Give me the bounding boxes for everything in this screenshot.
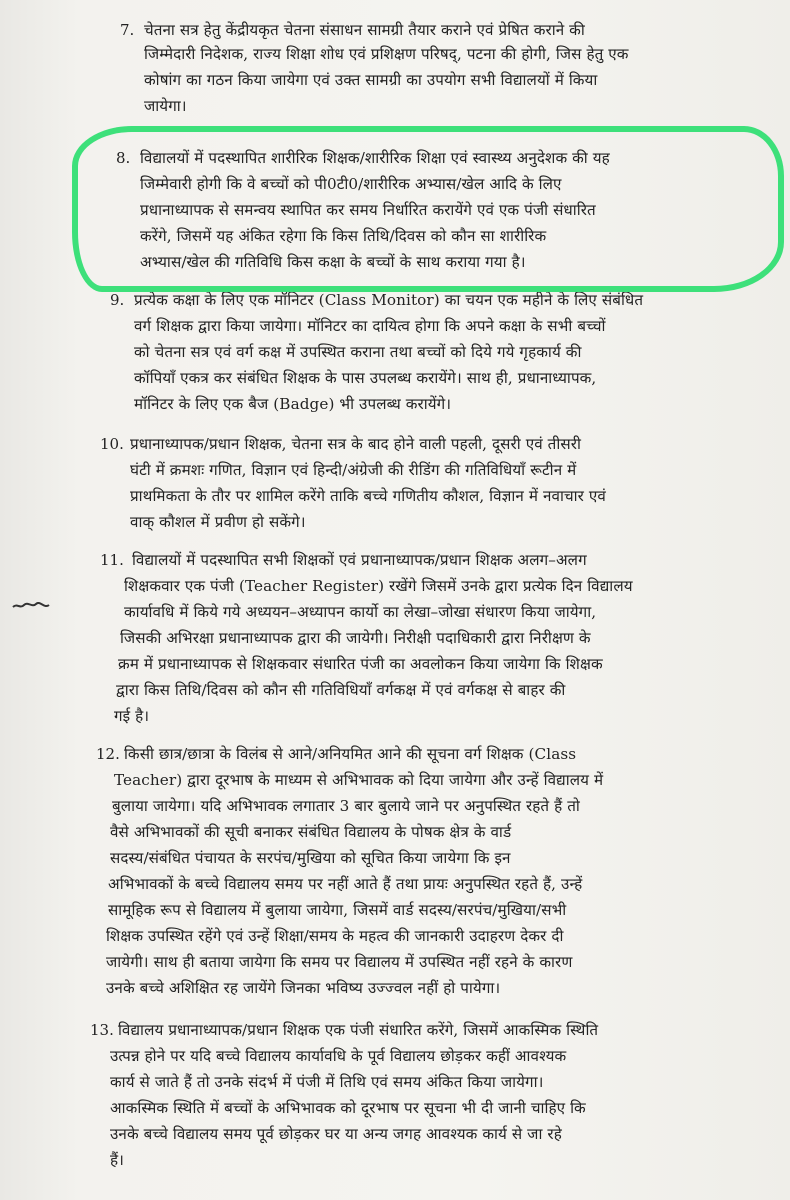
item-number: 12. bbox=[96, 745, 120, 763]
item-line: मॉनिटर के लिए एक बैज (Badge) भी उपलब्ध करायेंगे। bbox=[134, 395, 452, 413]
item-line: Teacher) द्वारा दूरभाष के माध्यम से अभिभावक को दिया जायेगा और उन्हें विद्यालय में bbox=[114, 771, 604, 789]
item-line: कार्यावधि में किये गये अध्ययन–अध्यापन कार्यो का लेखा–जोखा संधारण किया जायेगा, bbox=[124, 603, 597, 621]
item-line: उत्पन्न होने पर यदि बच्चे विद्यालय कार्यावधि के पूर्व विद्यालय छोड़कर कहीं आवश्यक bbox=[110, 1047, 567, 1065]
item-line: वैसे अभिभावकों की सूची बनाकर संबंधित विद्यालय के पोषक क्षेत्र के वार्ड bbox=[110, 823, 512, 841]
item-line: उनके बच्चे अशिक्षित रह जायेंगे जिनका भविष्य उज्ज्वल नहीं हो पायेगा। bbox=[106, 979, 501, 997]
item-line: शिक्षक उपस्थित रहेंगे एवं उन्हें शिक्षा/समय के महत्व की जानकारी उदाहरण देकर दी bbox=[106, 927, 564, 945]
item-line: किसी छात्र/छात्रा के विलंब से आने/अनियमित आने की सूचना वर्ग शिक्षक (Class bbox=[124, 745, 577, 763]
item-number: 13. bbox=[90, 1021, 114, 1039]
item-line: उनके बच्चे विद्यालय समय पूर्व छोड़कर घर या अन्य जगह आवश्यक कार्य से जा रहे bbox=[110, 1125, 562, 1143]
item-line: अभ्यास/खेल की गतिविधि किस कक्षा के बच्चों के साथ कराया गया है। bbox=[140, 253, 526, 271]
item-line: शिक्षकवार एक पंजी (Teacher Register) रखेंगे जिसमें उनके द्वारा प्रत्येक दिन विद्यालय bbox=[124, 577, 633, 595]
item-line: कॉपियाँ एकत्र कर संबंधित शिक्षक के पास उपलब्ध करायेंगे। साथ ही, प्रधानाध्यापक, bbox=[134, 369, 597, 387]
item-line: प्राथमिकता के तौर पर शामिल करेंगे ताकि बच्चे गणितीय कौशल, विज्ञान में नवाचार एवं bbox=[130, 487, 606, 505]
item-line: विद्यालय प्रधानाध्यापक/प्रधान शिक्षक एक पंजी संधारित करेंगे, जिसमें आकस्मिक स्थिति bbox=[118, 1021, 599, 1039]
item-line: चेतना सत्र हेतु केंद्रीयकृत चेतना संसाधन सामग्री तैयार कराने एवं प्रेषित कराने की bbox=[144, 21, 585, 39]
item-number: 8. bbox=[116, 149, 131, 167]
item-line: सामूहिक रूप से विद्यालय में बुलाया जायेगा, जिसमें वार्ड सदस्य/सरपंच/मुखिया/सभी bbox=[108, 901, 567, 919]
item-line: वर्ग शिक्षक द्वारा किया जायेगा। मॉनिटर का दायित्व होगा कि अपने कक्षा के सभी बच्चों bbox=[134, 317, 606, 335]
item-line: कार्य से जाते हैं तो उनके संदर्भ में पंजी में तिथि एवं समय अंकित किया जायेगा। bbox=[110, 1073, 544, 1091]
item-line: सदस्य/संबंधित पंचायत के सरपंच/मुखिया को सूचित किया जायेगा कि इन bbox=[110, 849, 511, 867]
item-line: गई है। bbox=[114, 707, 150, 725]
item-line: जिम्मेदारी निदेशक, राज्य शिक्षा शोध एवं प्रशिक्षण परिषद्, पटना की होगी, जिस हेतु एक bbox=[144, 45, 629, 63]
item-number: 10. bbox=[100, 435, 124, 453]
item-number: 9. bbox=[110, 291, 125, 309]
item-line: अभिभावकों के बच्चे विद्यालय समय पर नहीं आते हैं तथा प्रायः अनुपस्थित रहते हैं, उन्हें bbox=[108, 875, 583, 893]
item-line: विद्यालयों में पदस्थापित शारीरिक शिक्षक/शारीरिक शिक्षा एवं स्वास्थ्य अनुदेशक की यह bbox=[140, 149, 610, 167]
item-line: वाक् कौशल में प्रवीण हो सकेंगे। bbox=[130, 513, 306, 531]
item-line: प्रधानाध्यापक/प्रधान शिक्षक, चेतना सत्र के बाद होने वाली पहली, दूसरी एवं तीसरी bbox=[130, 435, 581, 453]
item-line: करेंगे, जिसमें यह अंकित रहेगा कि किस तिथि/दिवस को कौन सा शारीरिक bbox=[140, 227, 547, 245]
item-number: 7. bbox=[120, 21, 135, 39]
item-number: 11. bbox=[100, 551, 124, 569]
item-line: द्वारा किस तिथि/दिवस को कौन सी गतिविधियाँ वर्गकक्ष में एवं वर्गकक्ष से बाहर की bbox=[116, 681, 566, 699]
item-line: घंटी में क्रमशः गणित, विज्ञान एवं हिन्दी/अंग्रेजी की रीडिंग की गतिविधियाँ रूटीन में bbox=[130, 461, 577, 479]
item-line: जायेगी। साथ ही बताया जायेगा कि समय पर विद्यालय में उपस्थित नहीं रहने के कारण bbox=[106, 953, 573, 971]
item-line: कोषांग का गठन किया जायेगा एवं उक्त सामग्री का उपयोग सभी विद्यालयों में किया bbox=[144, 71, 598, 89]
item-line: जायेगा। bbox=[144, 97, 187, 115]
item-line: हैं। bbox=[110, 1151, 125, 1169]
item-line: जिसकी अभिरक्षा प्रधानाध्यापक द्वारा की जायेगी। निरीक्षी पदाधिकारी द्वारा निरीक्षण के bbox=[120, 629, 591, 647]
item-line: आकस्मिक स्थिति में बच्चों के अभिभावक को दूरभाष पर सूचना भी दी जानी चाहिए कि bbox=[110, 1099, 586, 1117]
margin-scribble bbox=[12, 602, 50, 610]
item-line: बुलाया जायेगा। यदि अभिभावक लगातार 3 बार बुलाये जाने पर अनुपस्थित रहते हैं तो bbox=[112, 797, 580, 815]
item-line: जिम्मेवारी होगी कि वे बच्चों को पी0टी0/शारीरिक अभ्यास/खेल आदि के लिए bbox=[140, 175, 562, 193]
item-line: प्रत्येक कक्षा के लिए एक मॉनिटर (Class Monitor) का चयन एक महीने के लिए संबंधित bbox=[134, 291, 644, 309]
item-line: प्रधानाध्यापक से समन्वय स्थापित कर समय निर्धारित करायेंगे एवं एक पंजी संधारित bbox=[140, 201, 596, 219]
item-line: विद्यालयों में पदस्थापित सभी शिक्षकों एवं प्रधानाध्यापक/प्रधान शिक्षक अलग–अलग bbox=[132, 551, 587, 569]
item-line: क्रम में प्रधानाध्यापक से शिक्षकवार संधारित पंजी का अवलोकन किया जायेगा कि शिक्षक bbox=[118, 655, 603, 673]
item-line: को चेतना सत्र एवं वर्ग कक्ष में उपस्थित कराना तथा बच्चों को दिये गये गृहकार्य की bbox=[134, 343, 582, 361]
